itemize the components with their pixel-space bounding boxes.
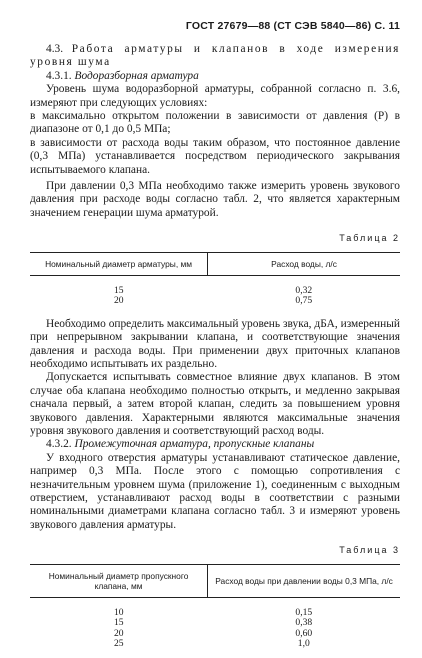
paragraph: При давлении 0,3 МПа необходимо также измерить уровень звукового давления при расходе воды согласно табл. 2, что является характерным значением генерации шума арматурой. [30, 180, 400, 219]
table-cell: 0,75 [295, 295, 313, 307]
section-4-3-1-heading [30, 70, 400, 83]
section-title: Промежуточная арматура, пропускные клапаны [74, 438, 315, 451]
table-cell: 20 [114, 627, 124, 639]
table-3 [30, 564, 400, 658]
table-cell: 0,32 [295, 284, 313, 296]
section-4-3-2-heading [30, 438, 400, 451]
table-row [30, 639, 400, 658]
table-cell: 15 [114, 284, 124, 296]
table-3-header-diameter: Номинальный диаметр пропускного клапана, мм [30, 564, 208, 597]
table-row [30, 597, 400, 618]
section-title: Водоразборная арматура [74, 69, 199, 82]
section-4-3-heading [30, 43, 400, 70]
paragraph: Необходимо определить максимальный уровень звука, дБА, измеренный при непрерывном закрывании клапана, и соответствующие значения давления и расхода воды. При применении двух приточных клапанов необходимо испытывать их раздельно. [30, 317, 400, 370]
table-row [30, 618, 400, 629]
table-2 [30, 252, 400, 315]
section-number: 4.3.2. [46, 438, 72, 451]
table-cell: 0,60 [295, 627, 313, 639]
page-body [30, 43, 400, 658]
table-3-caption: Таблица 3 [339, 545, 400, 556]
paragraph: Допускается испытывать совместное влияние двух клапанов. В этом случае оба клапана необходимо полностью открыть, и медленно закрывая сначала первый, а затем второй клапан, следить за повышением уровня звукового давления. Характерными являются максимальные значения уровня звукового давления и соответствующий расход воды. [30, 371, 400, 437]
table-cell: 15 [114, 617, 124, 629]
paragraph: У входного отверстия арматуры устанавливают статическое давление, например 0,3 МПа. После этого с помощью сопротивления с незначительным уровнем шума (приложение 1), соединенным с выходным отверстием, устанавливают расход воды в соответствии с разными номинальными диаметрами клапана согласно табл. 3 и измеряют уровень звукового давления арматуры. [30, 451, 400, 531]
section-number: 4.3.1. [46, 69, 72, 82]
table-row [30, 296, 400, 315]
table-cell: 25 [114, 638, 124, 650]
table-cell: 1,0 [297, 638, 310, 650]
table-2-header-flow: Расход воды, л/с [208, 252, 400, 275]
section-number: 4.3. [46, 43, 64, 55]
table-cell: 20 [114, 295, 124, 307]
table-2-caption: Таблица 2 [339, 233, 400, 244]
paragraph: Уровень шума водоразборной арматуры, собранной согласно п. 3.6, измеряют при следующих условиях: [30, 83, 400, 109]
table-3-header-flow: Расход воды при давлении воды 0,3 МПа, л/с [208, 564, 400, 597]
section-title: Работа арматуры и клапанов в ходе измерения уровня шума [30, 43, 400, 69]
table-2-header-diameter: Номинальный диаметр арматуры, мм [30, 252, 208, 275]
table-row [30, 629, 400, 640]
table-cell: 10 [114, 606, 124, 618]
paragraph: в максимально открытом положении в зависимости от давления (Р) в диапазоне от 0,1 до 0,5 МПа; [30, 110, 400, 136]
table-row [30, 275, 400, 296]
paragraph: в зависимости от расхода воды таким образом, что постоянное давление (0,3 МПа) устанавливается посредством периодического закрывания испытываемого клапана. [30, 136, 400, 176]
table-cell: 0,15 [295, 606, 313, 618]
table-cell: 0,38 [295, 617, 313, 629]
page-header: ГОСТ 27679—88 (СТ СЭВ 5840—86) С. 11 [185, 20, 400, 32]
